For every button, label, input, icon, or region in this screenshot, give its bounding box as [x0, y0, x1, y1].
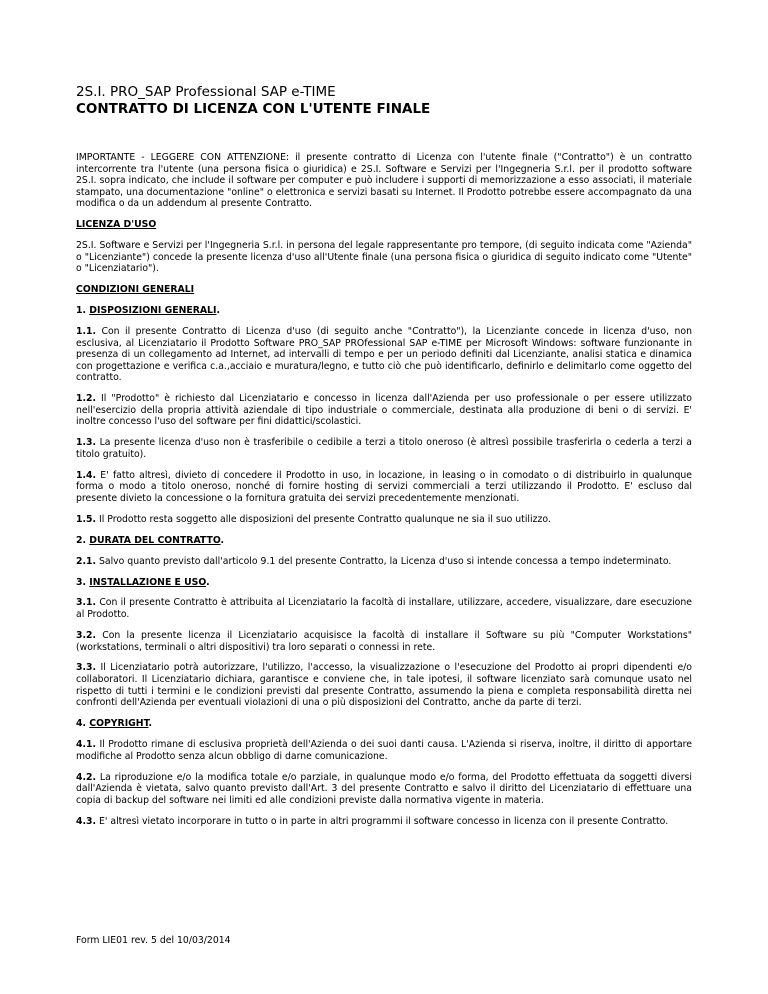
form-footer: Form LIE01 rev. 5 del 10/03/2014 — [76, 935, 231, 946]
clause-3-1: 3.1. Con il presente Contratto è attribuita al Licenziatario la facoltà di installare, utilizzare, accedere, visualizzare, dare esecuzione al Prodotto. — [76, 597, 692, 621]
clause-4-2: 4.2. La riproduzione e/o la modifica totale e/o parziale, in qualunque modo e/o forma, del Prodotto effettuata da soggetti diversi dall'Azienda è vietata, salvo quanto previsto dall'Art. 3 del presente Contratto e salvo il diritto del Licenziatario di effettuare una copia di backup del software nei limiti ed alle condizioni previste dalla normativa vigente in materia. — [76, 771, 692, 806]
section-1-heading: 1. DISPOSIZIONI GENERALI. — [76, 305, 220, 317]
clause-1-4: 1.4. E' fatto altresì, divieto di concedere il Prodotto in uso, in locazione, in leasing o in comodato o di distribuirlo in qualunque forma o modo a titolo oneroso, nonché di fornire hosting di servizi commerciali a terzi utilizzando il Prodotto. E' escluso dal presente divieto la concessione o la fornitura gratuita dei servizi precedentemente menzionati. — [76, 469, 692, 505]
licenza-heading: LICENZA D'USO — [76, 219, 157, 231]
section-4-heading: 4. COPYRIGHT. — [76, 718, 153, 730]
clause-3-2: 3.2. Con la presente licenza il Licenziatario acquisisce la facoltà di installare il Software su più "Computer Workstations" (workstations, terminali o altri dispositivi) tra loro separati o connessi in rete. — [76, 629, 692, 653]
clause-1-2: 1.2. Il "Prodotto" è richiesto dal Licenziatario e concesso in licenza dall'Azienda per uso professionale o per essere utilizzato nell'esercizio della propria attività aziendale di tipo industriale o commerciale, destinata alla produzione di beni o di servizi. E' inoltre concesso l'uso del software per fini didattici/scolastici. — [76, 393, 692, 428]
clause-2-1: 2.1. Salvo quanto previsto dall'articolo 9.1 del presente Contratto, la Licenza d'uso si intende concessa a tempo indeterminato. — [76, 555, 672, 567]
condizioni-heading: CONDIZIONI GENERALI — [76, 284, 195, 296]
clause-1-3: 1.3. La presente licenza d'uso non è trasferibile o cedibile a terzi a titolo oneroso (è altresì possibile trasferirla o cederla a terzi a titolo gratuito). — [76, 437, 692, 460]
clause-4-3: 4.3. E' altresì vietato incorporare in tutto o in parte in altri programmi il software concesso in licenza con il presente Contratto. — [76, 815, 669, 827]
document-title: CONTRATTO DI LICENZA CON L'UTENTE FINALE — [76, 101, 431, 117]
intro-paragraph: IMPORTANTE - LEGGERE CON ATTENZIONE: il presente contratto di Licenza con l'utente finale ("Contratto") è un contratto intercorrente tra l'utente (una persona fisica o giuridica) e 2S.I. Software e Servizi per l'Ingegneria S.r.l. per il prodotto software 2S.I. sopra indicato, che include il software per computer e può includere i supporti di memorizzazione a esso associati, il materiale stampato, una documentazione "online" o elettronica e servizi basati su Internet. Il Prodotto potrebbe essere accompagnato da una modifica o da un addendum al presente Contratto. — [76, 152, 692, 210]
licenza-paragraph: 2S.I. Software e Servizi per l'Ingegneria S.r.l. in persona del legale rappresentante pro tempore, (di seguito indicata come "Azienda" o "Licenziante") concede la presente licenza d'uso all'Utente finale (una persona fisica o giuridica di seguito indicato come "Utente" o "Licenziatario"). — [76, 240, 692, 275]
product-title: 2S.I. PRO_SAP Professional SAP e-TIME — [76, 84, 336, 100]
clause-1-5: 1.5. Il Prodotto resta soggetto alle disposizioni del presente Contratto qualunque ne sia il suo utilizzo. — [76, 513, 551, 525]
section-2-heading: 2. DURATA DEL CONTRATTO. — [76, 534, 225, 546]
section-3-heading: 3. INSTALLAZIONE E USO. — [76, 576, 210, 588]
clause-1-1: 1.1. Con il presente Contratto di Licenza d'uso (di seguito anche "Contratto"), la Licenziante concede in licenza d'uso, non esclusiva, al Licenziatario il Prodotto Software PRO_SAP PROfessional SAP e-TIME per Microsoft Windows: software funzionante in presenza di un collegamento ad Internet, ad intervalli di tempo e per un periodo definiti dal Licenziante, analisi statica e dinamica con progettazione e verifica c.a.,acciaio e muratura/legno, e tutto ciò che può identificarlo, definirlo e delimitarlo come oggetto del contratto. — [76, 326, 692, 384]
clause-3-3: 3.3. Il Licenziatario potrà autorizzare, l'utilizzo, l'accesso, la visualizzazione o l'esecuzione del Prodotto ai propri dipendenti e/o collaboratori. Il Licenziatario dichiara, garantisce e conviene che, in tale ipotesi, il software licenziato sarà comunque usato nel rispetto di tutti i termini e le condizioni previsti dal presente Contratto, assumendo la piena e completa responsabilità diretta nei confronti dell'Azienda per eventuali violazioni di una o più disposizioni del Contratto, anche da parte di terzi. — [76, 662, 692, 709]
document-body — [76, 152, 692, 836]
document-page — [76, 0, 692, 994]
clause-4-1: 4.1. Il Prodotto rimane di esclusiva proprietà dell'Azienda o dei suoi danti causa. L'Azienda si riserva, inoltre, il diritto di apportare modifiche al Prodotto senza alcun obbligo di darne comunicazione. — [76, 739, 692, 762]
